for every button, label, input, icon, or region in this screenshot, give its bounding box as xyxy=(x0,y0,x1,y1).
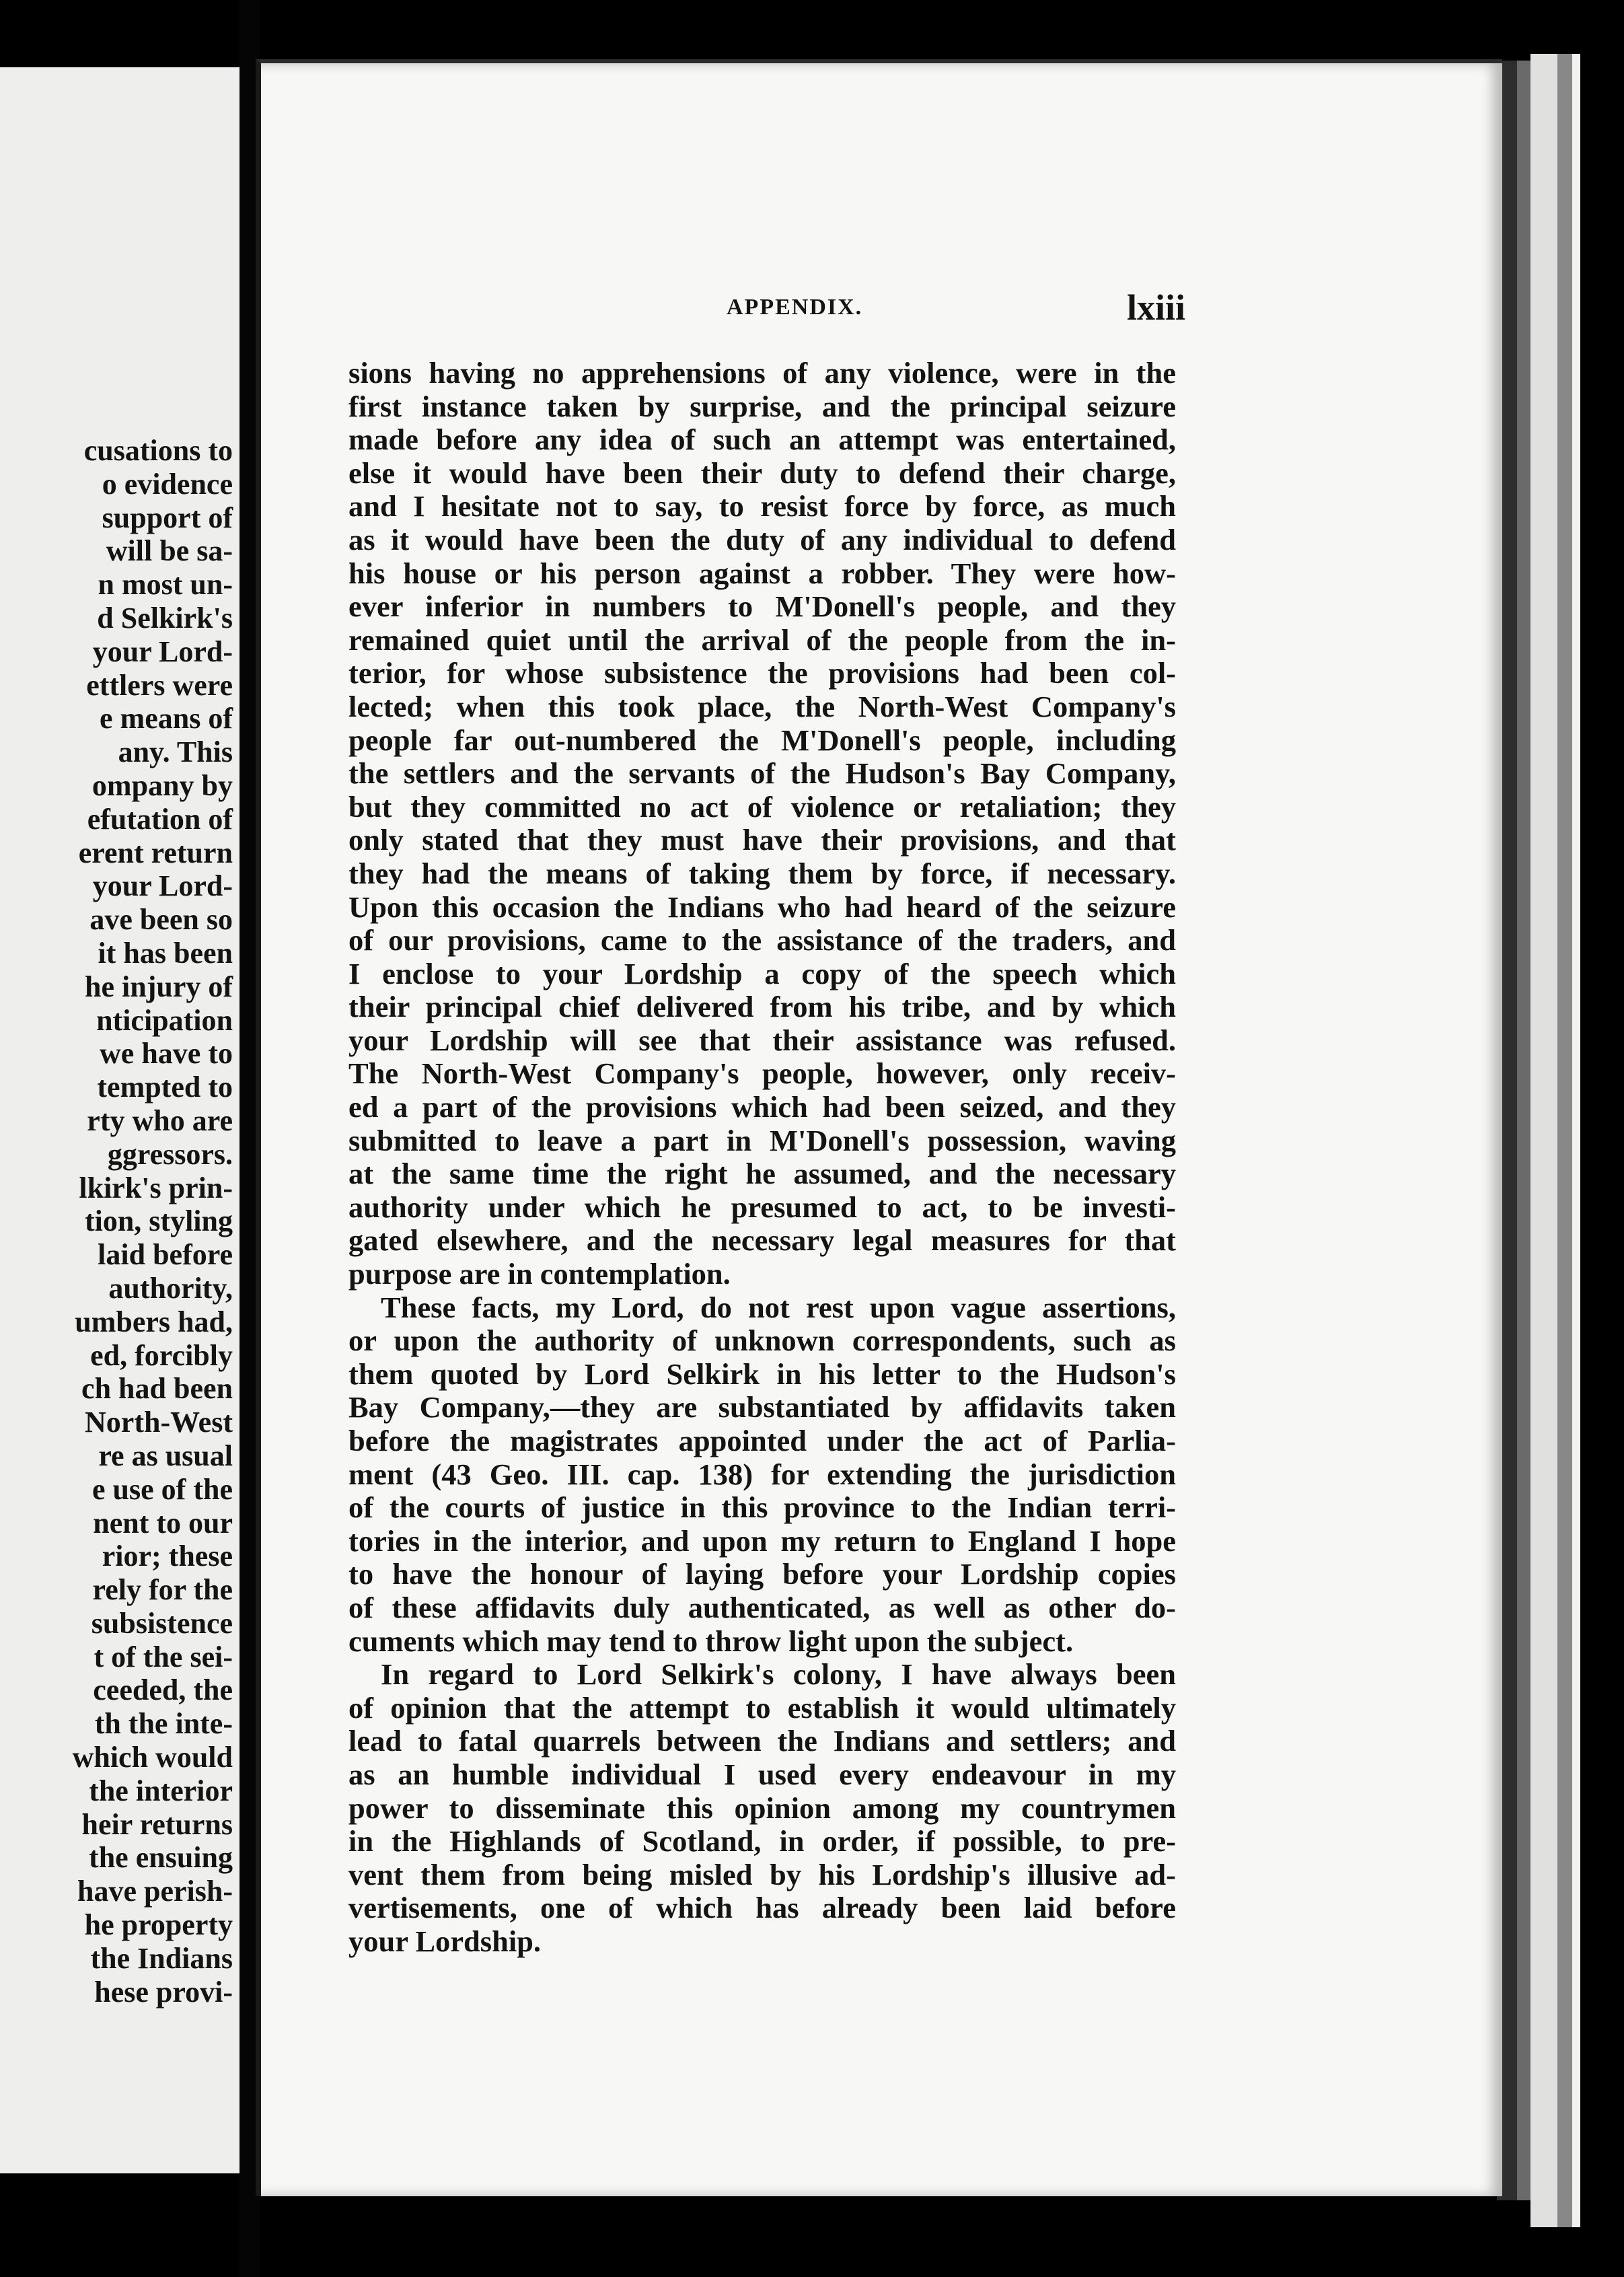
text-line: lected; when this took place, the North-West Company's xyxy=(348,689,1176,723)
text-line: of the courts of justice in this province to the Indian terri- xyxy=(348,1490,1176,1525)
facing-page xyxy=(0,67,242,2173)
facing-page-line: heir returns xyxy=(81,1807,233,1841)
facing-page-line: cusations to xyxy=(83,434,233,467)
text-line: The North-West Company's people, however, only receiv- xyxy=(348,1056,1176,1091)
facing-page-line: hese provi- xyxy=(94,1975,233,2009)
text-line: ed a part of the provisions which had been seized, and they xyxy=(348,1090,1176,1124)
text-line: before the magistrates appointed under the act of Parlia- xyxy=(348,1424,1176,1457)
text-line: Bay Company,—they are substantiated by affidavits taken xyxy=(348,1390,1176,1424)
text-line: they had the means of taking them by force, if necessary. xyxy=(348,856,1176,890)
facing-page-line: subsistence xyxy=(91,1606,233,1640)
text-line: to have the honour of laying before your Lordship copies xyxy=(348,1557,1176,1591)
text-line: or upon the authority of unknown correspondents, such as xyxy=(348,1324,1176,1358)
facing-page-line: North-West xyxy=(85,1406,233,1439)
facing-page-line: e use of the xyxy=(92,1472,233,1506)
text-line: sions having no apprehensions of any violence, were in the xyxy=(348,356,1176,390)
text-line: submitted to leave a part in M'Donell's possession, waving xyxy=(348,1123,1176,1157)
facing-page-line: laid before xyxy=(98,1238,233,1272)
facing-page-line: o evidence xyxy=(102,467,233,501)
facing-page-line: the ensuing xyxy=(89,1841,233,1875)
facing-page-line: n most un- xyxy=(98,568,233,602)
text-line: of opinion that the attempt to establish it would ultimately xyxy=(348,1690,1176,1725)
text-line: vertisements, one of which has already been laid before xyxy=(348,1891,1176,1925)
facing-page-line: ave been so xyxy=(89,903,233,937)
facing-page-line: authority, xyxy=(108,1271,233,1305)
text-line: your Lordship. xyxy=(348,1924,542,1958)
text-line: in the Highlands of Scotland, in order, if possible, to pre- xyxy=(348,1824,1176,1858)
text-line: else it would have been their duty to defend their charge, xyxy=(348,456,1176,490)
facing-page-line: support of xyxy=(102,501,233,534)
facing-page-line: ed, forcibly xyxy=(90,1338,233,1372)
text-line: your Lordship will see that their assistance was refused. xyxy=(348,1023,1176,1057)
text-line: In regard to Lord Selkirk's colony, I have always been xyxy=(381,1657,1176,1692)
facing-page-line: rely for the xyxy=(92,1573,233,1607)
facing-page-line: we have to xyxy=(100,1037,233,1071)
facing-page-line: efutation of xyxy=(87,802,233,836)
facing-page-line: ompany by xyxy=(91,768,233,802)
text-line: their principal chief delivered from his tribe, and by which xyxy=(348,990,1176,1024)
facing-page-line: your Lord- xyxy=(92,635,233,668)
text-line: as an humble individual I used every endeavour in my xyxy=(348,1757,1176,1791)
facing-page-line: the interior xyxy=(89,1774,233,1807)
text-line: remained quiet until the arrival of the people from the in- xyxy=(348,622,1176,657)
facing-page-line: which would xyxy=(72,1741,233,1774)
facing-page-line: he property xyxy=(84,1908,233,1942)
text-line: authority under which he presumed to act, to be investi- xyxy=(348,1190,1176,1224)
facing-page-text xyxy=(0,434,233,2009)
page-edge xyxy=(1557,54,1572,2227)
page-number: lxiii xyxy=(1126,287,1185,328)
facing-page-line: have perish- xyxy=(77,1875,233,1908)
facing-page-line: nent to our xyxy=(93,1506,233,1540)
running-head xyxy=(350,287,1185,330)
facing-page-line: rior; these xyxy=(102,1540,233,1573)
text-line: at the same time the right he assumed, and the necessary xyxy=(348,1157,1176,1191)
facing-page-line: your Lord- xyxy=(92,869,233,903)
facing-page-line: tion, styling xyxy=(84,1204,233,1238)
text-line: gated elsewhere, and the necessary legal measures for that xyxy=(348,1223,1176,1258)
text-line: terior, for whose subsistence the provisions had been col- xyxy=(348,656,1176,690)
page-edge xyxy=(1530,54,1557,2227)
running-title: APPENDIX. xyxy=(727,295,863,320)
text-line: tories in the interior, and upon my return to England I hope xyxy=(348,1523,1176,1558)
body-text xyxy=(348,357,1176,1959)
text-line: the settlers and the servants of the Hudson's Bay Company, xyxy=(348,756,1176,791)
facing-page-line: umbers had, xyxy=(75,1305,233,1338)
facing-page-line: will be sa- xyxy=(106,534,233,568)
facing-page-line: ceeded, the xyxy=(93,1673,233,1707)
text-line: vent them from being misled by his Lordship's illusive ad- xyxy=(348,1857,1176,1891)
text-line: ever inferior in numbers to M'Donell's people, and they xyxy=(348,589,1176,624)
facing-page-line: erent return xyxy=(78,836,233,869)
text-line: and I hesitate not to say, to resist force by force, as much xyxy=(348,489,1176,523)
text-line: power to disseminate this opinion among my countrymen xyxy=(348,1791,1176,1825)
facing-page-line: re as usual xyxy=(98,1439,233,1472)
page-edge xyxy=(1572,54,1580,2227)
text-line: first instance taken by surprise, and the principal seizure xyxy=(348,389,1176,423)
text-line: lead to fatal quarrels between the Indians and settlers; and xyxy=(348,1724,1176,1758)
facing-page-line: t of the sei- xyxy=(94,1640,233,1673)
facing-page-line: he injury of xyxy=(85,970,233,1003)
text-line: cuments which may tend to throw light upon the subject. xyxy=(348,1624,1074,1658)
text-line: I enclose to your Lordship a copy of the speech which xyxy=(348,956,1176,990)
facing-page-line: th the inte- xyxy=(94,1707,233,1741)
text-line: of these affidavits duly authenticated, as well as other do- xyxy=(348,1590,1176,1624)
page-edge xyxy=(1517,61,1530,2200)
text-line: as it would have been the duty of any individual to defend xyxy=(348,522,1176,556)
text-line: people far out-numbered the M'Donell's people, including xyxy=(348,723,1176,757)
text-line: purpose are in contemplation. xyxy=(348,1257,731,1291)
facing-page-line: e means of xyxy=(100,702,233,735)
text-line: These facts, my Lord, do not rest upon vague assertions, xyxy=(381,1290,1176,1324)
text-line: only stated that they must have their provisions, and that xyxy=(348,823,1176,857)
facing-page-line: it has been xyxy=(98,936,233,970)
facing-page-line: ettlers were xyxy=(86,668,233,702)
text-line: them quoted by Lord Selkirk in his letter to the Hudson's xyxy=(348,1357,1176,1391)
text-line: but they committed no act of violence or retaliation; they xyxy=(348,789,1176,824)
facing-page-line: tempted to xyxy=(97,1071,233,1104)
text-line: ment (43 Geo. III. cap. 138) for extending the jurisdiction xyxy=(348,1457,1176,1491)
text-line: his house or his person against a robber. They were how- xyxy=(348,556,1176,590)
facing-page-line: the Indians xyxy=(90,1941,233,1975)
facing-page-line: ch had been xyxy=(81,1372,233,1406)
text-line: Upon this occasion the Indians who had heard of the seizure xyxy=(348,890,1176,924)
facing-page-line: rty who are xyxy=(87,1104,233,1137)
text-line: of our provisions, came to the assistance of the traders, and xyxy=(348,923,1176,957)
facing-page-line: any. This xyxy=(118,735,233,769)
facing-page-line: ggressors. xyxy=(107,1137,233,1171)
facing-page-line: nticipation xyxy=(96,1003,233,1037)
facing-page-line: d Selkirk's xyxy=(97,601,233,635)
facing-page-line: lkirk's prin- xyxy=(79,1171,233,1204)
text-line: made before any idea of such an attempt was entertained, xyxy=(348,423,1176,457)
